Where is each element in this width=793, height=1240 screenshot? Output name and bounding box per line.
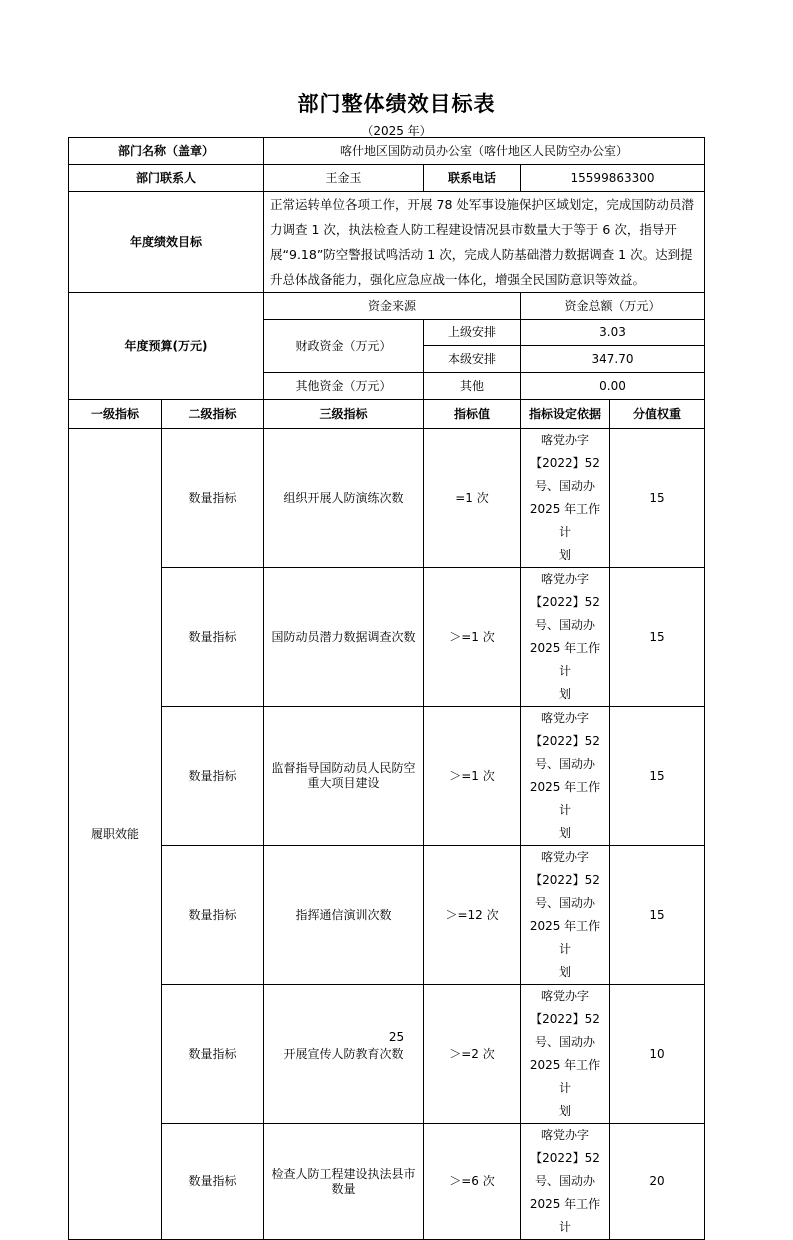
indicator-weight: 20: [610, 1124, 705, 1240]
level2-indicator: 数量指标: [162, 707, 264, 846]
level2-header: 二级指标: [162, 400, 264, 429]
basis-line: 2025 年工作计: [529, 1197, 601, 1234]
indicator-row: [69, 846, 705, 985]
basis-line: 喀党办字: [541, 711, 590, 725]
local-arrangement-value: 347.70: [521, 346, 705, 373]
basis-line: 喀党办字: [541, 989, 590, 1003]
indicator-row: [69, 707, 705, 846]
basis-line: 2025 年工作计: [529, 641, 601, 678]
goal-text: 正常运转单位各项工作，开展 78 处军事设施保护区域划定，完成国防动员潜力调查 1 次，执法检查人防工程建设情况县市数量大于等于 6 次，指导开展“9.18”防空警报试鸣活动 1 次，完成人防基础潜力数据调查 1 次。达到提升总体战备能力，强化应急应战一体化，增强全民国防意识等效益。: [264, 192, 705, 293]
local-arrangement-label: 本级安排: [424, 346, 521, 373]
phone-label: 联系电话: [424, 165, 521, 192]
level2-indicator: 数量指标: [162, 985, 264, 1124]
contact-value: 王金玉: [264, 165, 424, 192]
other-fund-value: 0.00: [521, 373, 705, 400]
basis-line: 2025 年工作计: [529, 919, 601, 956]
phone-value: 15599863300: [521, 165, 705, 192]
dept-name-label: 部门名称（盖章）: [69, 138, 264, 165]
indicator-header-row: [69, 400, 705, 429]
indicator-row: [69, 1124, 705, 1240]
indicator-value: ＞=1 次: [424, 707, 521, 846]
indicator-value: =1 次: [424, 429, 521, 568]
basis-line: 号、国动办: [535, 757, 596, 771]
basis-line: 【2022】52: [530, 1151, 600, 1165]
contact-row: [69, 165, 705, 192]
basis-line: 喀党办字: [541, 572, 590, 586]
indicator-value: ＞=12 次: [424, 846, 521, 985]
indicator-value: ＞=1 次: [424, 568, 521, 707]
basis-header: 指标设定依据: [521, 400, 610, 429]
basis-line: 2025 年工作计: [529, 502, 601, 539]
year-label: （2025 年）: [361, 124, 432, 138]
contact-label: 部门联系人: [69, 165, 264, 192]
basis-line: 喀党办字: [541, 433, 590, 447]
indicator-value: ＞=2 次: [424, 985, 521, 1124]
dept-name-row: [69, 138, 705, 165]
indicator-basis: [521, 846, 610, 985]
basis-line: 划: [559, 687, 572, 701]
basis-line: 号、国动办: [535, 896, 596, 910]
other-fund-label: 其他资金（万元）: [264, 373, 424, 400]
basis-line: 【2022】52: [530, 595, 600, 609]
goal-label: 年度绩效目标: [69, 192, 264, 293]
indicator-weight: 15: [610, 846, 705, 985]
level2-indicator: 数量指标: [162, 846, 264, 985]
indicator-weight: 15: [610, 707, 705, 846]
basis-line: 【2022】52: [530, 734, 600, 748]
basis-line: 喀党办字: [541, 1128, 590, 1142]
level3-indicator: 监督指导国防动员人民防空重大项目建设: [264, 707, 424, 846]
upper-arrangement-value: 3.03: [521, 320, 705, 346]
basis-line: 划: [559, 1104, 572, 1118]
fund-total-header: 资金总额（万元）: [521, 293, 705, 320]
level1-header: 一级指标: [69, 400, 162, 429]
dept-name-value: 喀什地区国防动员办公室（喀什地区人民防空办公室）: [264, 138, 705, 165]
level2-indicator: 数量指标: [162, 429, 264, 568]
basis-line: 划: [559, 826, 572, 840]
basis-line: 【2022】52: [530, 1012, 600, 1026]
page-title: 部门整体绩效目标表: [297, 92, 496, 116]
goal-row: [69, 192, 705, 293]
other-sub-label: 其他: [424, 373, 521, 400]
basis-line: 【2022】52: [530, 456, 600, 470]
level2-indicator: 数量指标: [162, 568, 264, 707]
basis-line: 号、国动办: [535, 618, 596, 632]
basis-line: 喀党办字: [541, 850, 590, 864]
fiscal-fund-label: 财政资金（万元）: [264, 320, 424, 373]
indicator-basis: [521, 985, 610, 1124]
basis-line: 2025 年工作计: [529, 1058, 601, 1095]
indicator-weight: 10: [610, 985, 705, 1124]
basis-line: 号、国动办: [535, 1174, 596, 1188]
indicator-basis: [521, 707, 610, 846]
indicator-basis: [521, 429, 610, 568]
level3-indicator: 指挥通信演训次数: [264, 846, 424, 985]
level3-indicator: 组织开展人防演练次数: [264, 429, 424, 568]
basis-line: 划: [559, 965, 572, 979]
fund-source-header: 资金来源: [264, 293, 521, 320]
indicator-basis: [521, 568, 610, 707]
value-header: 指标值: [424, 400, 521, 429]
basis-line: 号、国动办: [535, 1035, 596, 1049]
indicator-row: [69, 429, 705, 568]
level3-indicator: 国防动员潜力数据调查次数: [264, 568, 424, 707]
indicator-value: ＞=6 次: [424, 1124, 521, 1240]
level3-indicator: 开展宣传人防教育次数: [264, 985, 424, 1124]
indicator-weight: 15: [610, 568, 705, 707]
performance-table: [68, 137, 705, 1240]
indicator-weight: 15: [610, 429, 705, 568]
basis-line: 号、国动办: [535, 479, 596, 493]
basis-line: 【2022】52: [530, 873, 600, 887]
page-number: 25: [388, 1030, 405, 1044]
upper-arrangement-label: 上级安排: [424, 320, 521, 346]
indicator-row: [69, 568, 705, 707]
budget-label: 年度预算(万元): [69, 293, 264, 400]
level2-indicator: 数量指标: [162, 1124, 264, 1240]
indicator-basis: [521, 1124, 610, 1240]
budget-header-row: [69, 293, 705, 320]
weight-header: 分值权重: [610, 400, 705, 429]
level1-indicator: 履职效能: [69, 429, 162, 1240]
basis-line: 划: [559, 548, 572, 562]
level3-indicator: 检查人防工程建设执法县市数量: [264, 1124, 424, 1240]
basis-line: 2025 年工作计: [529, 780, 601, 817]
level3-header: 三级指标: [264, 400, 424, 429]
indicator-row: [69, 985, 705, 1124]
